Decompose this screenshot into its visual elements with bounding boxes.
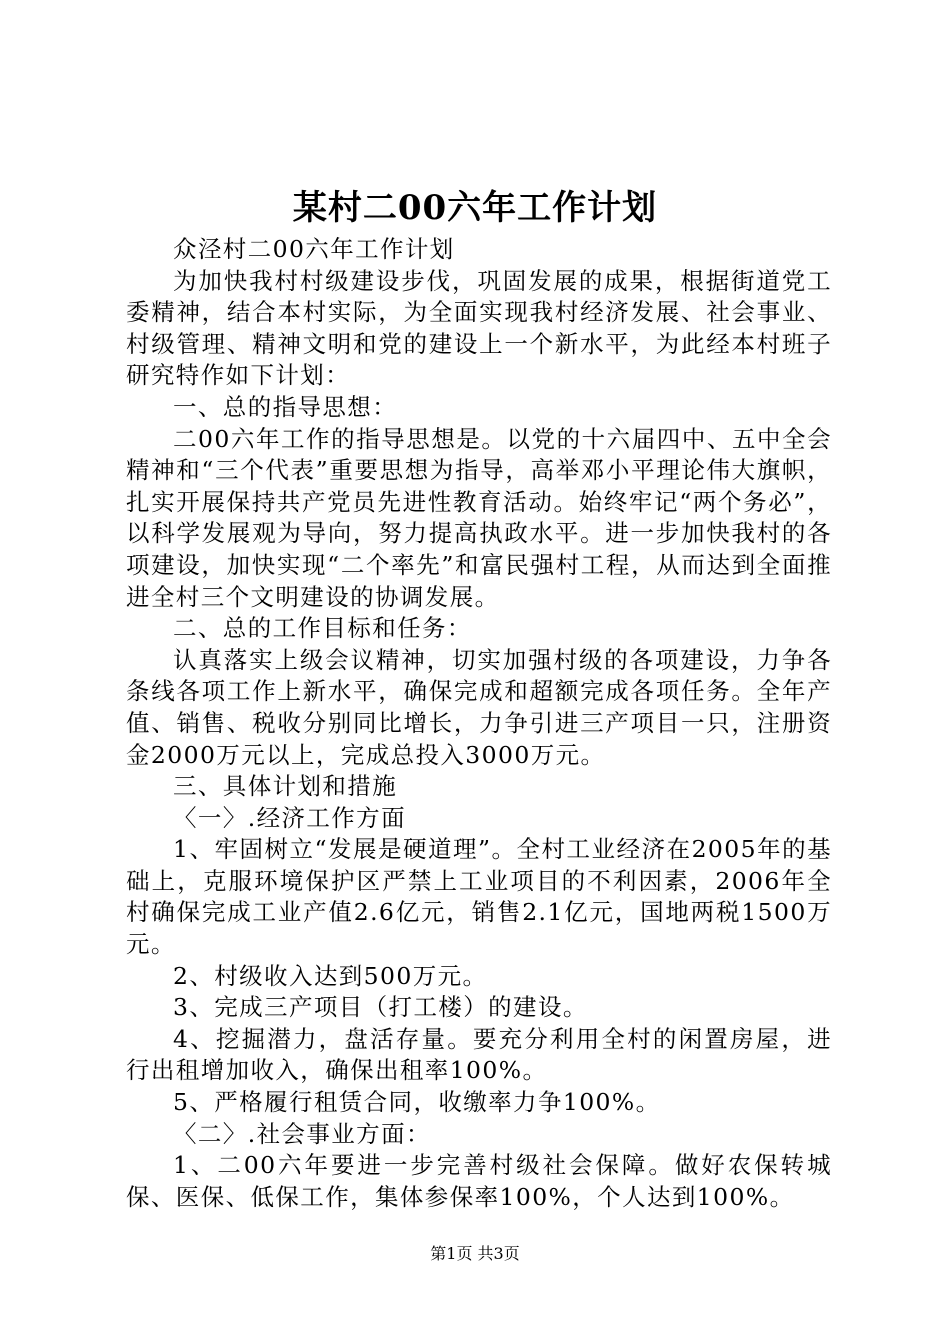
- list-item-economy-2: 2、村级收入达到500万元。: [173, 961, 488, 990]
- paragraph-intro: 为加快我村村级建设步伐，巩固发展的成果，根据街道党工委精神，结合本村实际，为全面实现我村经济发展、社会事业、村级管理、精神文明和党的建设上一个新水平，为此经本村班子研究特作如下计划：: [126, 266, 832, 390]
- section-heading-3: 三、具体计划和措施: [173, 772, 398, 801]
- list-item-economy-5: 5、严格履行租赁合同，收缴率力争100%。: [173, 1088, 661, 1117]
- list-item-social-1: 1、二00六年要进一步完善村级社会保障。做好农保转城保、医保、低保工作，集体参保率100%，个人达到100%。: [126, 1151, 832, 1211]
- list-item-economy-4: 4、挖掘潜力，盘活存量。要充分利用全村的闲置房屋，进行出租增加收入，确保出租率100%。: [126, 1024, 832, 1085]
- paragraph-goals: 认真落实上级会议精神，切实加强村级的各项建设，力争各条线各项工作上新水平，确保完成和超额完成各项任务。全年产值、销售、税收分别同比增长，力争引进三产项目一只，注册资金2000万元以上，完成总投入3000万元。: [126, 645, 832, 769]
- subsection-heading-social: 〈二〉.社会事业方面：: [173, 1119, 431, 1148]
- section-heading-1: 一、总的指导思想：: [173, 392, 398, 421]
- list-item-economy-3: 3、完成三产项目（打工楼）的建设。: [173, 993, 588, 1022]
- paragraph-subtitle: 众泾村二00六年工作计划: [173, 235, 455, 263]
- subsection-heading-economy: 〈一〉.经济工作方面: [173, 803, 406, 832]
- section-heading-2: 二、总的工作目标和任务：: [173, 614, 472, 643]
- document-title: 某村二00六年工作计划: [292, 188, 658, 228]
- document-body: [126, 234, 832, 1213]
- page-number: 第1页 共3页: [430, 1244, 520, 1263]
- paragraph-guiding-thought: 二00六年工作的指导思想是。以党的十六届四中、五中全会精神和“三个代表”重要思想为指导，高举邓小平理论伟大旗帜，扎实开展保持共产党员先进性教育活动。始终牢记“两个务必”，以科学发展观为导向，努力提高执政水平。进一步加快我村的各项建设，加快实现“二个率先”和富民强村工程，从而达到全面推进全村三个文明建设的协调发展。: [126, 424, 832, 611]
- list-item-economy-1: 1、牢固树立“发展是硬道理”。全村工业经济在2005年的基础上，克服环境保护区严禁上工业项目的不利因素，2006年全村确保完成工业产值2.6亿元，销售2.1亿元，国地两税1500万元。: [126, 835, 832, 959]
